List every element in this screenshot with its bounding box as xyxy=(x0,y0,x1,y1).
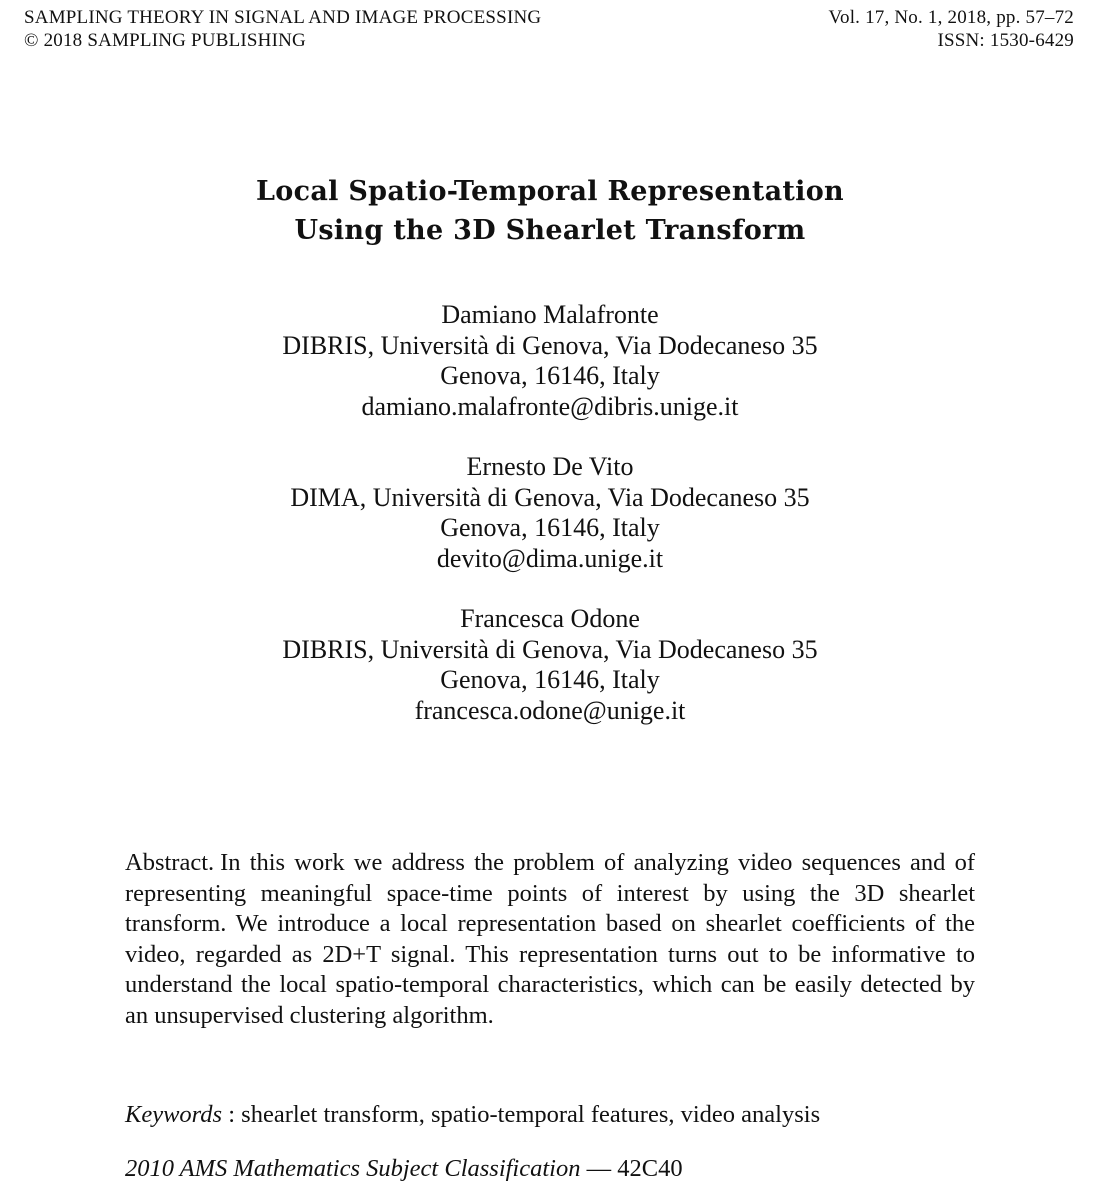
author-name: Damiano Malafronte xyxy=(441,300,659,329)
author-name: Francesca Odone xyxy=(460,604,640,633)
author-city: Genova, 16146, Italy xyxy=(440,361,660,390)
msc-code: 42C40 xyxy=(617,1155,683,1182)
author-city: Genova, 16146, Italy xyxy=(440,513,660,542)
author-block xyxy=(0,452,1100,574)
running-header-left xyxy=(24,6,541,52)
author-affiliation: DIBRIS, Università di Genova, Via Dodecaneso 35 xyxy=(282,634,818,664)
keywords-label: Keywords xyxy=(125,1101,223,1128)
msc-separator: — xyxy=(580,1155,618,1182)
author-email: damiano.malafronte@dibris.unige.it xyxy=(361,391,739,421)
issn: ISSN: 1530-6429 xyxy=(937,30,1074,51)
running-header-right xyxy=(829,6,1074,52)
author-affiliation: DIBRIS, Università di Genova, Via Dodecaneso 35 xyxy=(282,330,818,360)
author-city: Genova, 16146, Italy xyxy=(440,665,660,694)
author-affiliation: DIMA, Università di Genova, Via Dodecaneso 35 xyxy=(290,482,810,512)
msc-line xyxy=(125,1154,1025,1184)
author-block xyxy=(0,300,1100,422)
abstract-text: In this work we address the problem of analyzing video sequences and of representing meaningful space-time points of interest by using the 3D shearlet transform. We introduce a local representation based on shearlet coefficients of the video, regarded as 2D+T signal. This representation turns out to be informative to understand the local spatio-temporal characteristics, which can be easily detected by an unsupervised clustering algorithm. xyxy=(125,849,975,1029)
keywords-separator: : xyxy=(222,1101,242,1128)
author-name: Ernesto De Vito xyxy=(466,452,634,481)
copyright-notice: © 2018 SAMPLING PUBLISHING xyxy=(24,30,306,51)
abstract-label: Abstract. xyxy=(125,849,215,876)
author-email: francesca.odone@unige.it xyxy=(414,695,686,725)
author-list xyxy=(0,300,1100,756)
msc-label: 2010 AMS Mathematics Subject Classification xyxy=(125,1155,581,1182)
author-email: devito@dima.unige.it xyxy=(436,543,664,573)
keywords-text: shearlet transform, spatio-temporal features, video analysis xyxy=(241,1101,821,1128)
paper-title xyxy=(0,172,1100,250)
volume-info: Vol. 17, No. 1, 2018, pp. 57–72 xyxy=(828,7,1074,28)
keywords-line xyxy=(125,1100,1025,1130)
author-block xyxy=(0,604,1100,726)
abstract xyxy=(125,848,975,1031)
journal-name: SAMPLING THEORY IN SIGNAL AND IMAGE PROCESSING xyxy=(24,7,542,28)
title-line-2: Using the 3D Shearlet Transform xyxy=(294,215,806,246)
title-line-1: Local Spatio-Temporal Representation xyxy=(256,176,844,207)
